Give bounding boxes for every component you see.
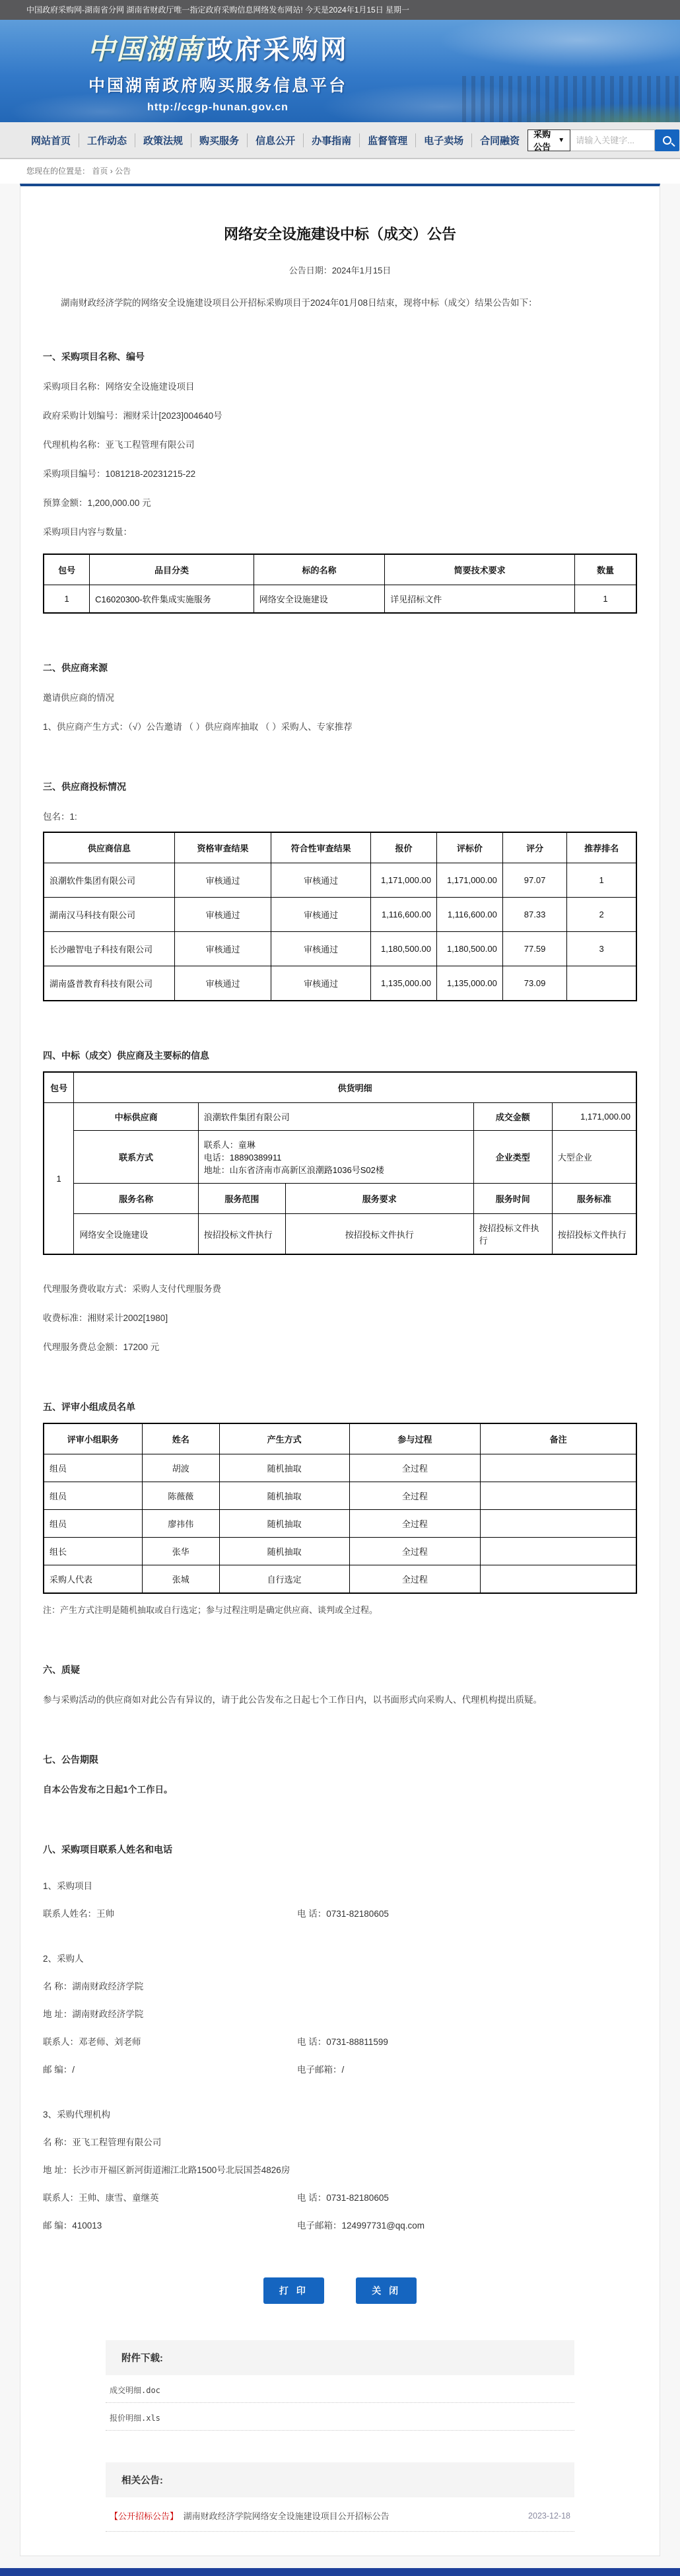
nav-item-e-mall[interactable]: 电子卖场 [416,133,472,147]
logo-main-text: 政府采购网 [206,35,349,65]
award-th-service-standard: 服务标准 [552,1184,636,1214]
announcement-intro: 湖南财政经济学院的网络安全设施建设项目公开招标采购项目于2024年01月08日结束，现将中标（成交）结果公告如下： [61,298,537,308]
agency-fee-total-line: 代理服务费总金额：17200 元 [43,1342,160,1352]
related-heading: 相关公告: [106,2462,574,2497]
section4-heading: 四、中标（成交）供应商及主要标的信息 [43,1050,209,1061]
project-number-line: 采购项目编号：1081218-20231215-22 [43,469,196,479]
bid-cell-qualification: 审核通过 [174,898,271,932]
breadcrumb-home-link[interactable]: 首页 [92,166,108,176]
bid-cell-price: 1,135,000.00 [371,966,437,1001]
fee-standard-line: 收费标准：湘财采计2002[1980] [43,1313,168,1323]
bid-cell-eval-price: 1,171,000.00 [436,863,502,898]
award-cell-winner: 浪潮软件集团有限公司 [198,1103,473,1131]
committee-note: 注：产生方式注明是随机抽取或自行选定；参与过程注明是确定供应商、谈判或全过程。 [43,1605,378,1615]
related-link-wrap [110,2509,390,2522]
nav-menu [23,133,527,147]
announcement-period-body: 自本公告发布之日起1个工作日。 [43,1785,173,1795]
agency-zipcode: 邮 编：410013 [43,2221,102,2231]
purchaser-email: 电子邮箱：/ [297,2065,345,2075]
attachments-heading: 附件下载: [106,2340,574,2375]
committee-row [44,1454,636,1482]
bid-cell-conformity: 审核通过 [271,966,371,1001]
committee-cell-name: 张华 [142,1538,219,1565]
award-cell-service-time: 按招投标文件执行 [473,1214,552,1255]
site-topbar [0,0,680,20]
announcement-date: 公告日期：2024年1月15日 [289,266,391,275]
section1-heading: 一、采购项目名称、编号 [43,351,145,362]
search-category-select[interactable] [527,129,570,151]
award-service-header-row [44,1184,636,1214]
section8-heading: 八、采购项目联系人姓名和电话 [43,1844,172,1855]
contact-row [43,2218,637,2231]
plan-number-line: 政府采购计划编号：湘财采计[2023]004640号 [43,411,222,421]
agency-name-line: 代理机构名称：亚飞工程管理有限公司 [43,440,195,450]
award-th-package: 包号 [44,1072,74,1103]
section2-heading: 二、供应商来源 [43,662,108,673]
invite-suppliers-line: 邀请供应商的情况 [43,693,114,703]
contact-group1-label: 1、采购项目 [43,1881,93,1891]
bid-th-qualification: 资格审查结果 [174,832,271,863]
committee-cell-role: 组员 [44,1482,142,1510]
purchaser-address: 地 址：湖南财政经济学院 [43,2009,144,2019]
award-label-winner: 中标供应商 [74,1103,198,1131]
bid-cell-price: 1,180,500.00 [371,932,437,966]
bid-cell-rank: 1 [567,863,636,898]
committee-cell-name: 张城 [142,1565,219,1594]
contact-row [43,1979,637,1992]
award-service-row [44,1214,636,1255]
bid-cell-score: 77.59 [502,932,566,966]
supplier-source-line: 1、供应商产生方式：（√）公告邀请 （ ）供应商库抽取 （ ）采购人、专家推荐 [43,722,353,732]
attachments-panel [106,2340,574,2431]
close-button[interactable]: 关 闭 [356,2277,417,2304]
breadcrumb [0,159,680,184]
search-area [527,129,679,151]
contact-group3-label: 3、采购代理机构 [43,2110,111,2120]
banner-cityscape-image [462,76,680,122]
committee-cell-process: 全过程 [349,1482,481,1510]
bid-cell-qualification: 审核通过 [174,863,271,898]
bid-th-supplier: 供应商信息 [44,832,174,863]
items-th-requirements: 简要技术要求 [385,554,575,585]
bid-th-conformity: 符合性审查结果 [271,832,371,863]
nav-item-policies[interactable]: 政策法规 [135,133,191,147]
committee-row [44,1510,636,1538]
site-subtitle: 中国湖南政府购买服务信息平台 [88,77,347,95]
budget-line: 预算金额：1,200,000.00 元 [43,498,151,508]
bid-th-rank: 推荐排名 [567,832,636,863]
bid-th-score: 评分 [502,832,566,863]
bid-cell-rank: 2 [567,898,636,932]
committee-cell-role: 组员 [44,1510,142,1538]
contact-row [43,2163,637,2176]
section6-heading: 六、质疑 [43,1664,80,1675]
contact-group2-label: 2、采购人 [43,1954,84,1964]
search-category-value: 采购公告 [533,129,551,152]
committee-cell-process: 全过程 [349,1510,481,1538]
bid-cell-qualification: 审核通过 [174,966,271,1001]
committee-th-process: 参与过程 [349,1423,481,1454]
committee-cell-method: 随机抽取 [219,1510,349,1538]
contact-row [43,2190,637,2203]
bid-row [44,932,636,966]
purchaser-name: 名 称：湖南财政经济学院 [43,1982,144,1991]
committee-cell-process: 全过程 [349,1454,481,1482]
purchaser-zipcode: 邮 编：/ [43,2065,75,2075]
bid-cell-supplier: 浪潮软件集团有限公司 [44,863,174,898]
award-cell-service-scope: 按招投标文件执行 [198,1214,285,1255]
bid-cell-score: 97.07 [502,863,566,898]
bid-cell-price: 1,171,000.00 [371,863,437,898]
award-cell-service-name: 网络安全设施建设 [74,1214,198,1255]
purchaser-contact: 联系人：邓老师、刘老师 [43,2037,141,2047]
purchaser-phone: 电 话：0731-88811599 [297,2037,388,2047]
award-winner-row [44,1103,636,1131]
items-cell-package: 1 [44,585,90,614]
bid-cell-conformity: 审核通过 [271,898,371,932]
committee-row [44,1538,636,1565]
bid-cell-supplier: 湖南汉马科技有限公司 [44,898,174,932]
bid-cell-score: 87.33 [502,898,566,932]
committee-cell-role: 组员 [44,1454,142,1482]
nav-item-purchase-services[interactable]: 购买服务 [191,133,248,147]
committee-th-name: 姓名 [142,1423,219,1454]
bid-cell-qualification: 审核通过 [174,932,271,966]
project-name-line: 采购项目名称：网络安全设施建设项目 [43,382,195,392]
committee-cell-remark [481,1482,636,1510]
award-cell-service-requirements: 按招投标文件执行 [285,1214,473,1255]
award-cell-service-standard: 按招投标文件执行 [552,1214,636,1255]
bid-cell-rank: 3 [567,932,636,966]
agency-fee-method-line: 代理服务费收取方式：采购人支付代理服务费 [43,1284,221,1294]
bid-row [44,898,636,932]
nav-item-guide[interactable]: 办事指南 [304,133,360,147]
bid-table-header-row [44,832,636,863]
award-th-detail: 供货明细 [74,1072,636,1103]
agency-phone: 电 话：0731-82180605 [297,2193,389,2203]
breadcrumb-current-link[interactable]: 公告 [115,166,131,176]
banner-logo-block [63,28,373,114]
related-item-tag[interactable]: 【公开招标公告】 [110,2511,179,2521]
items-cell-subject: 网络安全设施建设 [254,585,385,614]
nav-item-supervision[interactable]: 监督管理 [360,133,416,147]
bid-cell-price: 1,116,600.00 [371,898,437,932]
items-cell-quantity: 1 [575,585,636,614]
committee-cell-name: 廖祎伟 [142,1510,219,1538]
section7-heading: 七、公告期限 [43,1754,98,1765]
topbar-text: 中国政府采购网-湖南省分网 湖南省财政厅唯一指定政府采购信息网络发布网站! 今天是2024年1月15日 星期一 [26,5,410,15]
bid-cell-conformity: 审核通过 [271,863,371,898]
committee-row [44,1482,636,1510]
agency-address: 地 址：长沙市开福区新河街道湘江北路1500号北辰国荟4826房 [43,2165,290,2175]
bid-cell-supplier: 湖南盛普教育科技有限公司 [44,966,174,1001]
award-contact-phone: 电话：18890389911 [203,1153,282,1163]
committee-cell-process: 全过程 [349,1565,481,1594]
committee-cell-remark [481,1454,636,1482]
award-cell-amount: 1,171,000.00 [552,1103,636,1131]
committee-cell-remark [481,1538,636,1565]
committee-th-remark: 备注 [481,1423,636,1454]
committee-cell-role: 采购人代表 [44,1565,142,1594]
nav-item-home[interactable]: 网站首页 [23,133,79,147]
chevron-down-icon: ▼ [558,136,565,144]
nav-item-contract-financing[interactable]: 合同融资 [480,135,520,147]
committee-th-method: 产生方式 [219,1423,349,1454]
committee-cell-role: 组长 [44,1538,142,1565]
award-table [43,1071,637,1255]
section5-heading: 五、评审小组成员名单 [43,1402,135,1412]
bid-cell-score: 73.09 [502,966,566,1001]
bid-cell-supplier: 长沙融智电子科技有限公司 [44,932,174,966]
committee-cell-name: 胡波 [142,1454,219,1482]
bid-row [44,966,636,1001]
items-th-subject: 标的名称 [254,554,385,585]
section3-heading: 三、供应商投标情况 [43,781,126,792]
bid-row [44,863,636,898]
committee-th-role: 评审小组职务 [44,1423,142,1454]
bid-cell-eval-price: 1,116,600.00 [436,898,502,932]
contact-row [43,1906,637,1919]
print-button[interactable]: 打 印 [263,2277,324,2304]
related-panel [106,2462,574,2532]
search-icon [663,136,671,145]
award-header-row [44,1072,636,1103]
committee-cell-remark [481,1565,636,1594]
award-cell-package-no: 1 [44,1103,74,1255]
items-table-header-row [44,554,636,585]
breadcrumb-prefix: 您现在的位置是： [26,166,90,176]
agency-contact: 联系人：王帅、康雪、童继英 [43,2193,159,2203]
site-banner [0,20,680,122]
award-cell-contact [198,1131,473,1184]
award-label-enterprise-type: 企业类型 [473,1131,552,1184]
package-label: 包名：1: [43,812,77,822]
site-url: http://ccgp-hunan.gov.cn [147,102,289,113]
items-table-row [44,585,636,614]
items-table [43,554,637,614]
committee-header-row [44,1423,636,1454]
contact-row [43,2007,637,2020]
action-buttons [43,2277,637,2304]
bid-cell-eval-price: 1,135,000.00 [436,966,502,1001]
objection-body: 参与采购活动的供应商如对此公告有异议的，请于此公告发布之日起七个工作日内，以书面形式向采购人、代理机构提出质疑。 [43,1695,542,1705]
committee-table [43,1423,637,1594]
award-contact-row [44,1131,636,1184]
announcement-card [20,184,660,2556]
award-th-service-name: 服务名称 [74,1184,198,1214]
contact-phone: 电 话：0731-82180605 [297,1909,389,1919]
agency-name: 名 称：亚飞工程管理有限公司 [43,2137,162,2147]
nav-item-info-disclosure[interactable]: 信息公开 [248,133,304,147]
committee-row [44,1565,636,1594]
bid-table [43,832,637,1001]
contact-row [43,2034,637,2048]
award-label-contact: 联系方式 [74,1131,198,1184]
main-navbar [0,122,680,159]
search-button[interactable] [655,129,679,151]
breadcrumb-separator: › [110,166,113,176]
page-footer-bar [0,2568,680,2576]
bid-cell-rank [567,966,636,1001]
award-contact-person: 联系人：童琳 [203,1140,255,1150]
award-th-service-requirements: 服务要求 [285,1184,473,1214]
committee-cell-method: 自行选定 [219,1565,349,1594]
items-th-category: 品目分类 [90,554,254,585]
logo-calligraphy-text: 中国湖南 [87,33,204,65]
site-logo [63,28,373,67]
bid-cell-conformity: 审核通过 [271,932,371,966]
award-cell-enterprise-type: 大型企业 [552,1131,636,1184]
contact-name: 联系人姓名：王帅 [43,1909,114,1919]
search-input[interactable] [570,129,655,151]
contact-row [43,2135,637,2148]
committee-cell-method: 随机抽取 [219,1538,349,1565]
contact-row [43,2062,637,2075]
attachment-link-xls[interactable]: 报价明细.xls [106,2403,574,2431]
committee-cell-method: 随机抽取 [219,1454,349,1482]
award-th-service-time: 服务时间 [473,1184,552,1214]
related-item-date: 2023-12-18 [528,2511,570,2521]
bid-th-eval-price: 评标价 [436,832,502,863]
committee-cell-remark [481,1510,636,1538]
items-th-package: 包号 [44,554,90,585]
content-quantity-line: 采购项目内容与数量： [43,527,132,537]
committee-cell-process: 全过程 [349,1538,481,1565]
committee-cell-method: 随机抽取 [219,1482,349,1510]
related-item [106,2497,574,2532]
items-cell-requirements: 详见招标文件 [385,585,575,614]
related-item-link[interactable]: 湖南财政经济学院网络安全设施建设项目公开招标公告 [183,2511,390,2521]
award-label-amount: 成交金额 [473,1103,552,1131]
award-th-service-scope: 服务范围 [198,1184,285,1214]
bid-th-price: 报价 [371,832,437,863]
bid-cell-eval-price: 1,180,500.00 [436,932,502,966]
items-cell-category: C16020300-软件集成实施服务 [90,585,254,614]
items-th-quantity: 数量 [575,554,636,585]
attachment-link-doc[interactable]: 成交明细.doc [106,2375,574,2403]
nav-item-work-news[interactable]: 工作动态 [79,133,135,147]
agency-email: 电子邮箱：124997731@qq.com [297,2221,425,2231]
award-contact-address: 地址：山东省济南市高新区浪潮路1036号S02楼 [203,1165,384,1175]
page-title: 网络安全设施建设中标（成交）公告 [223,226,456,242]
committee-cell-name: 陈薇薇 [142,1482,219,1510]
